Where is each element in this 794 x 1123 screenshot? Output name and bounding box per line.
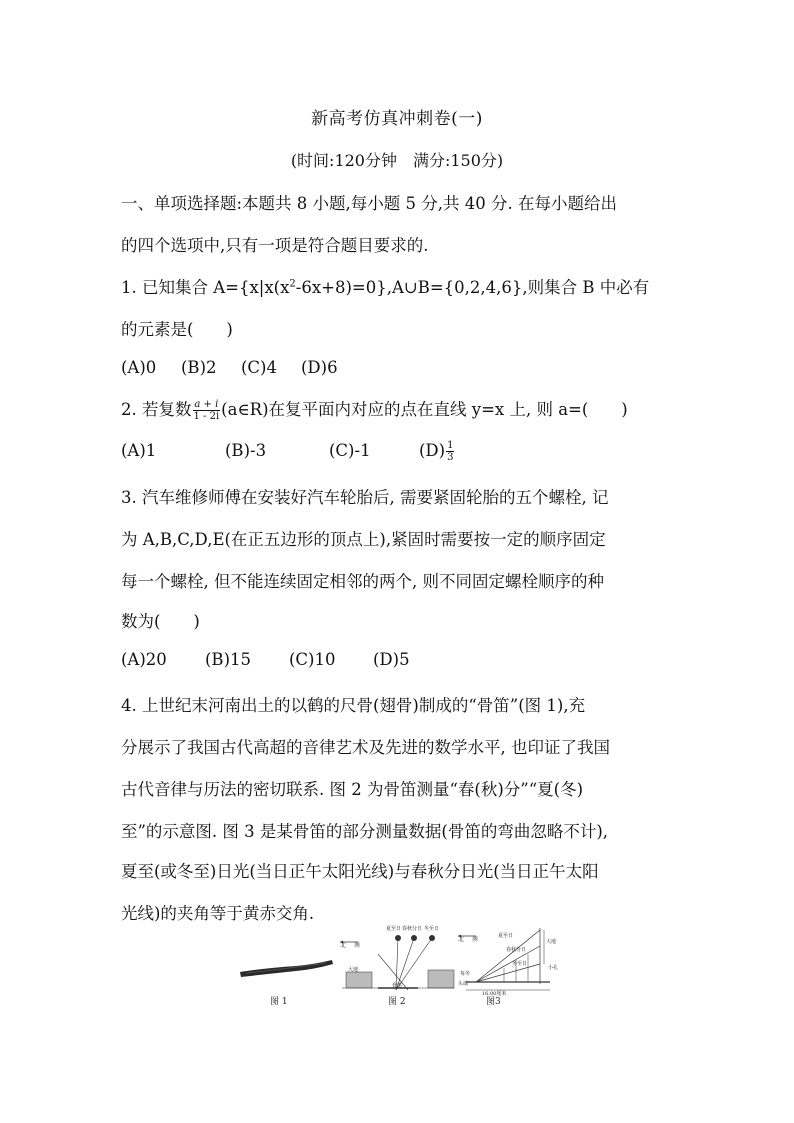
section1-line1: 一、单项选择题:本题共 8 小题,每小题 5 分,共 40 分. 在每小题给出 [121,194,617,213]
page-subtitle: (时间:120分钟 满分:150分) [290,151,504,170]
q1-option-b[interactable]: (B)2 [181,358,217,377]
page-title: 新高考仿真冲刺卷(一) [311,109,483,129]
q1-sup: 2 [289,278,296,290]
q3-option-c[interactable]: (C)10 [289,650,336,669]
q1-line1 [121,274,649,298]
q4-line3: 古代音律与历法的密切联系. 图 2 为骨笛测量“春(秋)分”“夏(冬) [121,780,584,799]
q2-prefix: 2. 若复数 [121,400,192,419]
q2-frac-num: a + i [194,399,219,410]
q1-line2: 的元素是( ) [121,320,233,339]
fig2-label-winter: 冬至日 [424,926,440,932]
fig2-label-summer: 夏至日 [386,926,402,932]
fig3-label-hole: 小孔 [548,965,559,971]
q1-options [121,358,338,377]
fig3-label-end: 头端 [458,981,469,987]
q2-option-b[interactable]: (B)-3 [225,441,267,460]
fig3-label-summer: 夏至日 [498,933,514,939]
section1-line2: 的四个选项中,只有一项是符合题目要求的. [121,236,429,255]
q2-option-d[interactable] [419,440,455,463]
q4-line4: 至”的示意图. 图 3 是某骨笛的部分测量数据(骨笛的弯曲忽略不计), [121,822,609,841]
fig3-label-equinox: 春秋分日 [506,947,527,953]
fig3-label-head: 每冬 [460,971,471,977]
q2-options [121,440,455,463]
q3-line1: 3. 汽车维修师傅在安装好汽车轮胎后, 需要紧固轮胎的五个螺栓, 记 [121,488,609,507]
fig3-label-south: 南 [472,936,479,943]
fig2-label-flute: 骨笛 [392,983,403,989]
fig2-caption: 图 2 [388,997,406,1007]
q2-d-den: 3 [447,452,454,463]
fig3-label-length: 16.00厘米 [482,991,507,997]
q3-option-b[interactable]: (B)15 [205,650,251,669]
figures-row [230,924,670,1014]
q1-text-b: -6x+8)=0},A∪B={0,2,4,6},则集合 B 中必有 [295,278,650,297]
fig3-caption: 图3 [486,997,501,1007]
q3-line4: 数为( ) [121,612,200,631]
q3-options [121,650,410,669]
q1-option-c[interactable]: (C)4 [241,358,277,377]
q2-frac-den: 1 - 2i [193,411,220,422]
fig2-label-ground: 大地 [348,967,359,973]
fig2-label-north: 北 [340,942,347,949]
fig3-label-north: 北 [458,936,465,943]
q2-option-a[interactable]: (A)1 [121,441,157,460]
q4-line6: 光线)的夹角等于黄赤交角. [121,904,315,923]
fig3-label-winter: 冬至日 [512,961,528,967]
q4-line1: 4. 上世纪末河南出土的以鹤的尺骨(翅骨)制成的“骨笛”(图 1),充 [121,696,586,715]
q3-option-a[interactable]: (A)20 [121,650,167,669]
q2-suffix: (a∈R)在复平面内对应的点在直线 y=x 上, 则 a=( ) [221,400,628,419]
q1-option-a[interactable]: (A)0 [121,358,157,377]
q4-line5: 夏至(或冬至)日光(当日正午太阳光线)与春秋分日光(当日正午太阳 [121,862,599,881]
q2-option-d-fraction [446,440,454,463]
fig2-label-south: 南 [354,942,361,949]
q1-text-a: 1. 已知集合 A={x|x(x [121,278,290,297]
q2-option-d-label: (D) [419,441,446,460]
fig2-label-equinox: 春秋分日 [402,926,423,932]
q3-line2: 为 A,B,C,D,E(在正五边形的顶点上),紧固时需要按一定的顺序固定 [121,530,606,549]
q2-fraction [193,399,221,422]
q2-d-num: 1 [447,440,454,451]
q2-line1 [121,396,628,422]
q3-option-d[interactable]: (D)5 [373,650,410,669]
q1-option-d[interactable]: (D)6 [301,358,338,377]
fig3-label-ground: 大地 [546,939,557,945]
fig1-caption: 图 1 [270,997,288,1007]
q4-line2: 分展示了我国古代高超的音律艺术及先进的数学水平, 也印证了我国 [121,738,610,757]
q3-line3: 每一个螺栓, 但不能连续固定相邻的两个, 则不同固定螺栓顺序的种 [121,572,604,591]
q2-option-c[interactable]: (C)-1 [329,441,371,460]
fig1-bone-flute [236,942,336,978]
